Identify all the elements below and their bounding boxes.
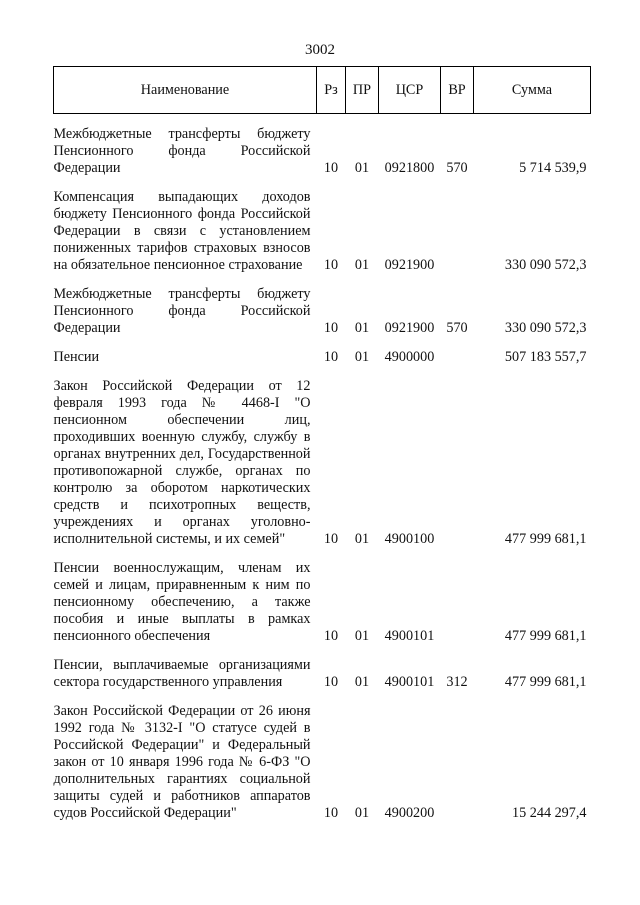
row-name: Закон Российской Федерации от 26 июня 1992 года № 3132-I "О статусе судей в Российской Федерации" и Федеральный закон от 10 января 1996 года № 6-ФЗ "О дополнительных гарантиях социальной защиты судей и работников аппаратов судов Российской Федерации" [53,703,311,821]
row-csr: 4900100 [384,531,435,547]
row-sum: 330 090 572,3 [504,257,587,273]
row-csr: 4900200 [384,805,435,821]
row-csr: 4900000 [384,349,435,365]
row-name: Пенсии, выплачиваемые организациями сектора государственного управления [53,657,311,690]
column-header-name: Наименование [54,67,317,114]
column-header-vr: ВР [441,67,474,114]
row-csr: 4900101 [384,628,435,644]
row-name: Межбюджетные трансферты бюджету Пенсионного фонда Российской Федерации [53,286,311,336]
row-rz: 10 [323,349,339,365]
row-sum: 507 183 557,7 [504,349,587,365]
row-pr: 01 [354,349,370,365]
row-csr: 0921900 [384,257,435,273]
row-rz: 10 [323,628,339,644]
row-pr: 01 [354,320,370,336]
row-pr: 01 [354,805,370,821]
column-header-sum: Сумма [474,67,591,114]
row-name: Закон Российской Федерации от 12 февраля 1993 года № 4468-I "О пенсионном обеспечении лиц, проходивших военную службу, службу в органах внутренних дел, Государственной противопожарной службе, органах по контролю за оборотом наркотических средств и психотропных веществ, учреждениях и органах уголовно-исполнительной системы, и их семей" [53,378,311,547]
row-rz: 10 [323,674,339,690]
row-vr [441,560,474,645]
row-csr: 0921900 [384,320,435,336]
row-vr [441,189,474,274]
row-sum: 477 999 681,1 [504,628,587,644]
budget-table [53,66,591,822]
table-row [54,703,591,822]
row-name: Пенсии [53,349,100,365]
table-row [54,286,591,337]
row-name: Межбюджетные трансферты бюджету Пенсионного фонда Российской Федерации [53,126,311,176]
row-vr: 312 [446,674,468,690]
row-csr: 4900101 [384,674,435,690]
row-rz: 10 [323,160,339,176]
column-header-pr: ПР [346,67,379,114]
row-sum: 330 090 572,3 [504,320,587,336]
column-header-csr: ЦСР [379,67,441,114]
table-row [54,560,591,645]
row-pr: 01 [354,531,370,547]
row-sum: 15 244 297,4 [512,805,587,821]
table-row [54,378,591,548]
table-row [54,126,591,177]
row-pr: 01 [354,628,370,644]
row-rz: 10 [323,320,339,336]
table-row [54,189,591,274]
row-rz: 10 [323,805,339,821]
row-vr: 570 [446,160,468,176]
row-pr: 01 [354,160,370,176]
table-row [54,657,591,691]
column-header-rz: Рз [317,67,346,114]
row-sum: 5 714 539,9 [519,160,587,176]
row-sum: 477 999 681,1 [504,531,587,547]
row-sum: 477 999 681,1 [504,674,587,690]
row-name: Пенсии военнослужащим, членам их семей и лицам, приравненным к ним по пенсионному обеспечению, а также пособия и иные выплаты в рамках пенсионного обеспечения [53,560,311,644]
row-name: Компенсация выпадающих доходов бюджету Пенсионного фонда Российской Федерации в связи с установлением пониженных тарифов страховых взносов на обязательное пенсионное страхование [53,189,311,273]
table-row [54,349,591,366]
row-csr: 0921800 [384,160,435,176]
page-number: 3002 [305,42,335,58]
row-vr [441,349,474,366]
row-vr [441,378,474,548]
row-rz: 10 [323,531,339,547]
row-pr: 01 [354,674,370,690]
row-pr: 01 [354,257,370,273]
row-rz: 10 [323,257,339,273]
row-vr: 570 [446,320,468,336]
row-vr [441,703,474,822]
table-header-row [54,67,591,114]
